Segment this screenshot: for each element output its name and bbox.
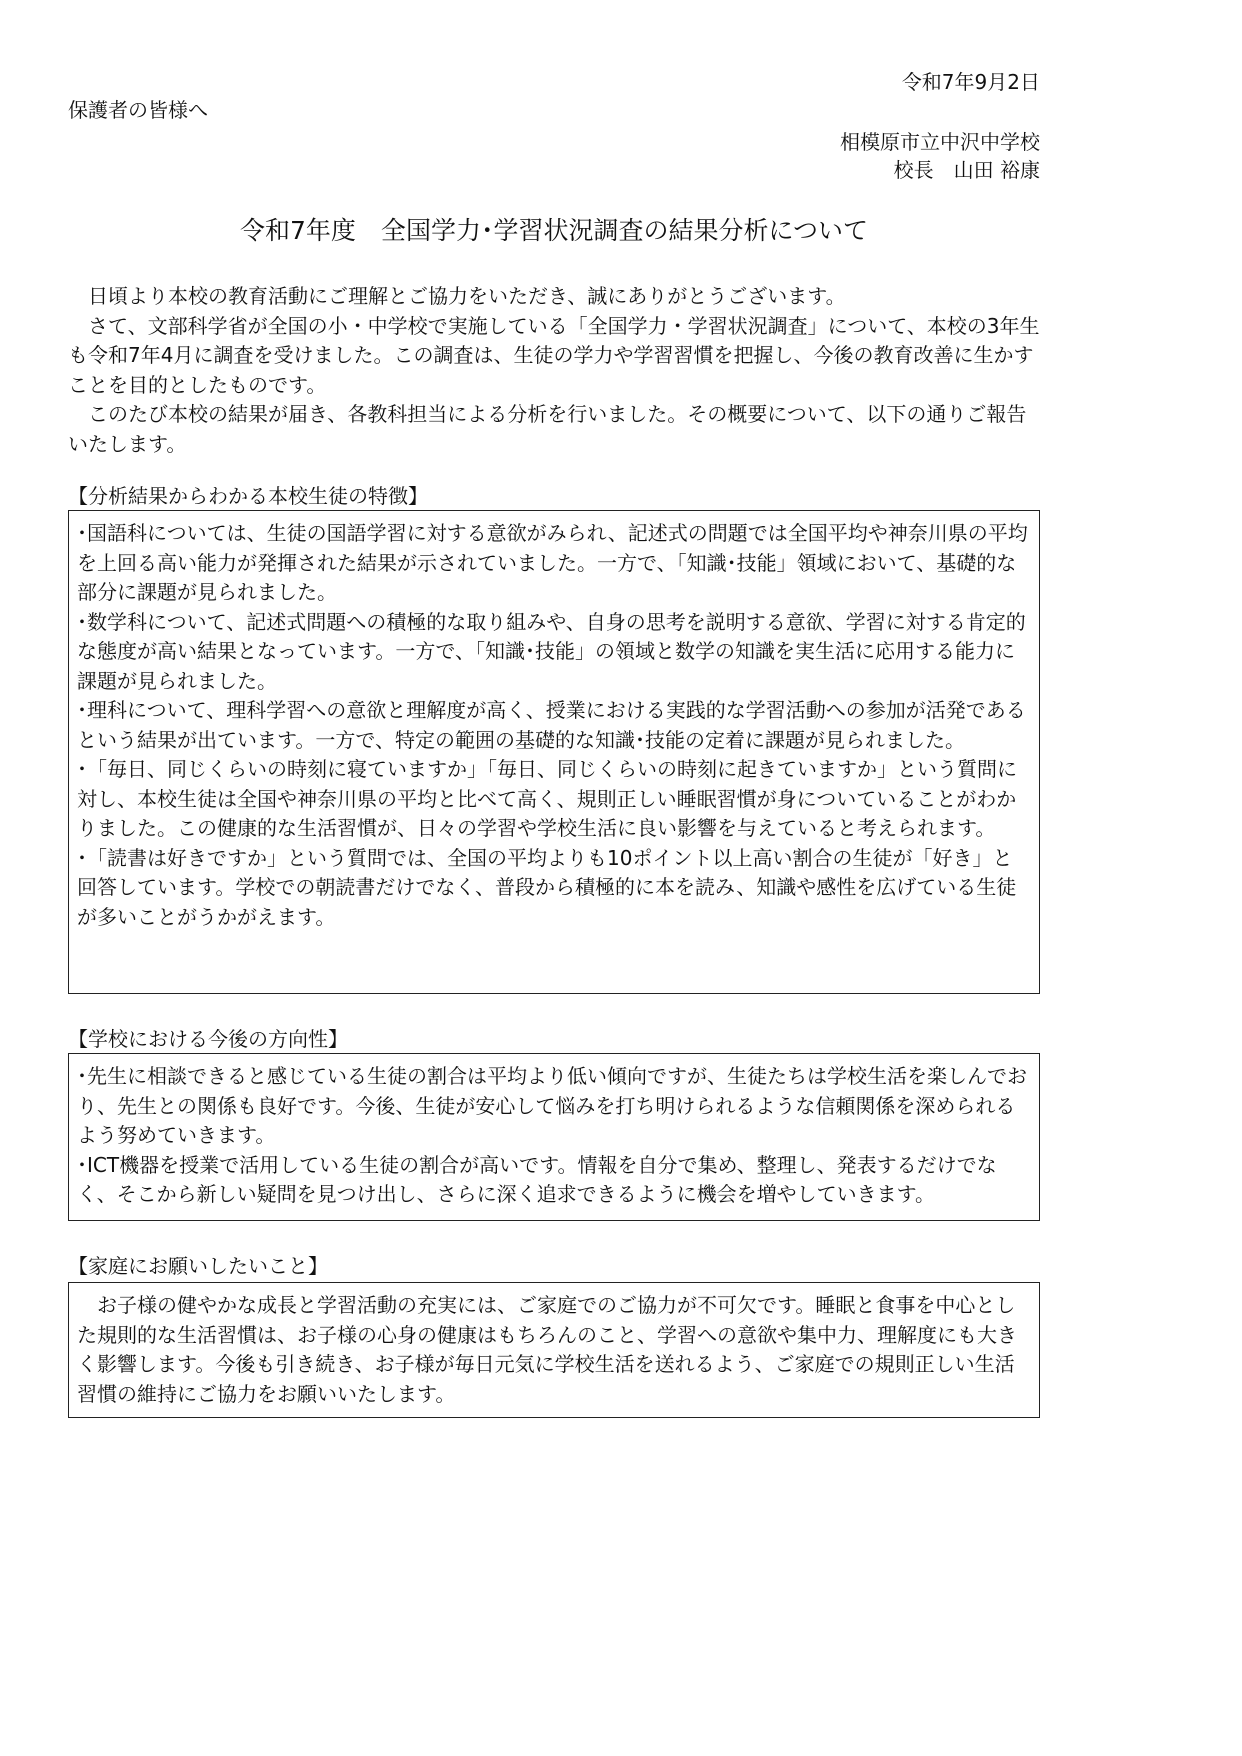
finding-item: ･「読書は好きですか」という質問では、全国の平均よりも10ポイント以上高い割合の生徒が「好き」と回答しています。学校での朝読書だけでなく、普段から積極的に本を読み、知識や感性を広げている生徒が多いことがうかがえます。	[77, 845, 1017, 929]
document-date: 令和7年9月2日	[901, 70, 1040, 94]
findings-box	[68, 510, 1040, 994]
finding-item: ･数学科について、記述式問題への積極的な取り組みや、自身の思考を説明する意欲、学習に対する肯定的な態度が高い結果となっています。一方で、「知識･技能」の領域と数学の知識を実生活に応用する能力に課題が見られました。	[77, 609, 1026, 693]
intro-paragraph: このたび本校の結果が届き、各教科担当による分析を行いました。その概要について、以下の通りご報告いたします。	[68, 402, 1027, 456]
section-heading-findings: 【分析結果からわかる本校生徒の特徴】	[68, 484, 428, 508]
direction-item: ･先生に相談できると感じている生徒の割合は平均より低い傾向ですが、生徒たちは学校生活を楽しんでおり、先生との関係も良好です。今後、生徒が安心して悩みを打ち明けられるような信頼関係を深められるよう努めていきます。	[77, 1064, 1027, 1147]
document-title: 令和7年度 全国学力･学習状況調査の結果分析について	[240, 216, 868, 245]
direction-item: ･ICT機器を授業で活用している生徒の割合が高いです。情報を自分で集め、整理し、発表するだけでなく、そこから新しい疑問を見つけ出し、さらに深く追求できるように機会を増やしていきます。	[77, 1152, 997, 1206]
direction-box	[68, 1053, 1040, 1221]
sender-block	[840, 128, 1040, 184]
finding-item: ･「毎日、同じくらいの時刻に寝ていますか」「毎日、同じくらいの時刻に起きていますか」という質問に対し、本校生徒は全国や神奈川県の平均と比べて高く、規則正しい睡眠習慣が身についていることがわかりました。この健康的な生活習慣が、日々の学習や学校生活に良い影響を与えていると考えられます。	[77, 757, 1017, 840]
section-heading-direction: 【学校における今後の方向性】	[68, 1027, 348, 1051]
finding-item: ･理科について、理科学習への意欲と理解度が高く、授業における実践的な学習活動への参加が活発であるという結果が出ています。一方で、特定の範囲の基礎的な知識･技能の定着に課題が見られました。	[77, 698, 1026, 752]
intro-paragraph: 日頃より本校の教育活動にご理解とご協力をいただき、誠にありがとうございます。	[88, 284, 846, 308]
section-heading-home-request: 【家庭にお願いしたいこと】	[68, 1254, 328, 1278]
intro-paragraph: さて、文部科学省が全国の小・中学校で実施している「全国学力・学習状況調査」について、本校の3年生も令和7年4月に調査を受けました。この調査は、生徒の学力や学習習慣を把握し、今後の教育改善に生かすことを目的としたものです。	[68, 313, 1040, 397]
intro-text	[68, 282, 1043, 459]
principal-name: 校長 山田 裕康	[893, 158, 1040, 182]
school-name: 相模原市立中沢中学校	[840, 130, 1040, 154]
home-request-text: お子様の健やかな成長と学習活動の充実には、ご家庭でのご協力が不可欠です。睡眠と食事を中心とした規則的な生活習慣は、お子様の心身の健康はもちろんのこと、学習への意欲や集中力、理解度にも大きく影響します。今後も引き続き、お子様が毎日元気に学校生活を送れるよう、ご家庭での規則正しい生活習慣の維持にご協力をお願いいたします。	[77, 1293, 1017, 1406]
finding-item: ･国語科については、生徒の国語学習に対する意欲がみられ、記述式の問題では全国平均や神奈川県の平均を上回る高い能力が発揮された結果が示されていました。一方で、「知識･技能」領域において、基礎的な部分に課題が見られました。	[77, 521, 1028, 604]
home-request-box	[68, 1282, 1040, 1418]
addressee: 保護者の皆様へ	[68, 98, 208, 122]
